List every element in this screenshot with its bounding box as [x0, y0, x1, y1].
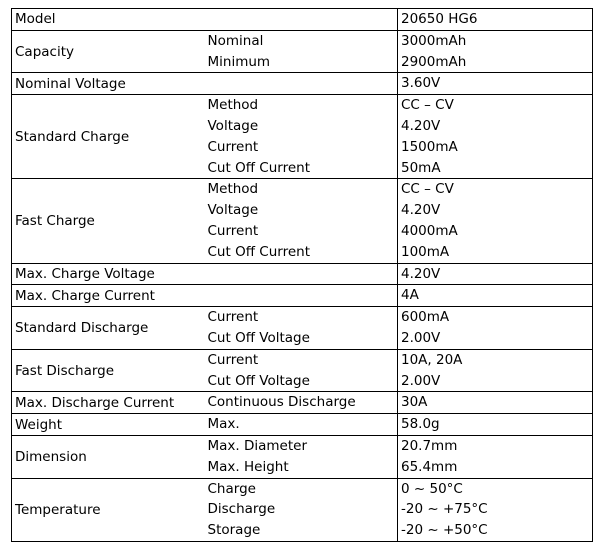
spec-sub-label	[208, 73, 398, 94]
spec-label: Fast Discharge	[12, 349, 205, 392]
spec-row	[12, 478, 593, 541]
spec-sub-label: Method	[207, 181, 259, 198]
spec-sub-label	[208, 285, 398, 306]
spec-value: 58.0g	[401, 416, 440, 433]
spec-row	[12, 414, 593, 436]
spec-row	[12, 285, 593, 307]
spec-value-cell	[398, 414, 593, 436]
spec-value: 4.20V	[401, 117, 441, 134]
spec-sub-label: Current	[207, 351, 259, 368]
spec-sub-cell	[205, 285, 398, 307]
spec-sub-cell	[205, 307, 398, 350]
spec-value-cell	[398, 307, 593, 350]
spec-sub-label: Cut Off Current	[207, 159, 310, 176]
spec-sub-cell	[205, 392, 398, 414]
spec-value: 4.20V	[401, 265, 441, 282]
spec-value-cell	[398, 285, 593, 307]
spec-sub-label: Max. Height	[207, 458, 289, 475]
spec-value: 4A	[401, 287, 419, 304]
spec-sub-cell	[205, 95, 398, 179]
spec-value: -20 ~ +75°C	[401, 501, 488, 518]
spec-value-cell	[398, 435, 593, 478]
spec-sub-label: Continuous Discharge	[207, 394, 356, 411]
spec-value-cell	[398, 9, 593, 31]
spec-value: 4000mA	[401, 222, 458, 239]
spec-sub-label	[208, 9, 398, 30]
spec-sub-cell	[205, 30, 398, 73]
spec-row	[12, 349, 593, 392]
spec-value-cell	[398, 478, 593, 541]
spec-label: Standard Discharge	[12, 307, 205, 350]
spec-sub-label: Method	[207, 97, 259, 114]
spec-value: 30A	[401, 394, 428, 411]
spec-sub-cell	[205, 263, 398, 285]
spec-value-cell	[398, 263, 593, 285]
spec-label: Weight	[12, 414, 205, 436]
spec-sub-label: Max. Diameter	[207, 437, 308, 454]
spec-row	[12, 179, 593, 263]
spec-row	[12, 73, 593, 95]
spec-value-cell	[398, 392, 593, 414]
spec-sub-label: Voltage	[207, 202, 259, 219]
spec-row	[12, 9, 593, 31]
spec-value: 600mA	[401, 309, 450, 326]
spec-sub-label: Storage	[207, 522, 261, 539]
spec-value: 2.00V	[401, 372, 441, 389]
spec-sub-label: Charge	[207, 480, 256, 497]
spec-label: Temperature	[12, 478, 205, 541]
spec-sub-label: Voltage	[207, 117, 259, 134]
spec-sub-cell	[205, 179, 398, 263]
spec-value-cell	[398, 179, 593, 263]
spec-sub-label: Nominal	[207, 32, 264, 49]
spec-row	[12, 307, 593, 350]
spec-sub-label	[208, 264, 398, 285]
spec-value: 100mA	[401, 243, 450, 260]
spec-sub-label: Cut Off Current	[207, 243, 310, 260]
spec-sub-label: Discharge	[207, 501, 276, 518]
spec-row	[12, 263, 593, 285]
spec-label: Standard Charge	[12, 95, 205, 179]
spec-value: 10A, 20A	[401, 351, 463, 368]
spec-label: Nominal Voltage	[12, 73, 205, 95]
spec-sub-cell	[205, 9, 398, 31]
spec-sub-label: Current	[207, 222, 259, 239]
spec-label: Fast Charge	[12, 179, 205, 263]
spec-label: Model	[12, 9, 205, 31]
spec-value: 2.00V	[401, 329, 441, 346]
spec-value-cell	[398, 95, 593, 179]
spec-value: 3000mAh	[401, 32, 467, 49]
spec-value: 3.60V	[401, 75, 441, 92]
battery-spec-table	[11, 8, 593, 542]
spec-label: Dimension	[12, 435, 205, 478]
spec-value: 2900mAh	[401, 53, 467, 70]
spec-sub-label: Minimum	[207, 53, 271, 70]
spec-sub-label: Cut Off Voltage	[207, 372, 310, 389]
spec-label: Max. Discharge Current	[12, 392, 205, 414]
spec-sub-cell	[205, 414, 398, 436]
spec-value: 1500mA	[401, 138, 458, 155]
spec-row	[12, 30, 593, 73]
spec-value-cell	[398, 73, 593, 95]
spec-value-cell	[398, 349, 593, 392]
spec-row	[12, 95, 593, 179]
spec-value: 65.4mm	[401, 458, 458, 475]
spec-value: CC – CV	[401, 181, 454, 198]
spec-value: 20.7mm	[401, 437, 458, 454]
spec-row	[12, 392, 593, 414]
spec-sub-cell	[205, 478, 398, 541]
spec-table-body	[12, 9, 593, 542]
spec-value: 20650 HG6	[401, 11, 478, 27]
spec-label: Max. Charge Current	[12, 285, 205, 307]
spec-label: Capacity	[12, 30, 205, 73]
spec-sub-cell	[205, 73, 398, 95]
spec-value: CC – CV	[401, 97, 454, 114]
spec-sub-label: Max.	[207, 416, 240, 433]
spec-sub-label: Current	[207, 309, 259, 326]
spec-sub-cell	[205, 349, 398, 392]
spec-value: -20 ~ +50°C	[401, 522, 488, 539]
spec-value: 50mA	[401, 159, 441, 176]
spec-sub-label: Cut Off Voltage	[207, 329, 310, 346]
spec-row	[12, 435, 593, 478]
spec-sub-label: Current	[207, 138, 259, 155]
spec-value-cell	[398, 30, 593, 73]
spec-value: 0 ~ 50°C	[401, 480, 463, 497]
spec-label: Max. Charge Voltage	[12, 263, 205, 285]
spec-sub-cell	[205, 435, 398, 478]
spec-value: 4.20V	[401, 202, 441, 219]
